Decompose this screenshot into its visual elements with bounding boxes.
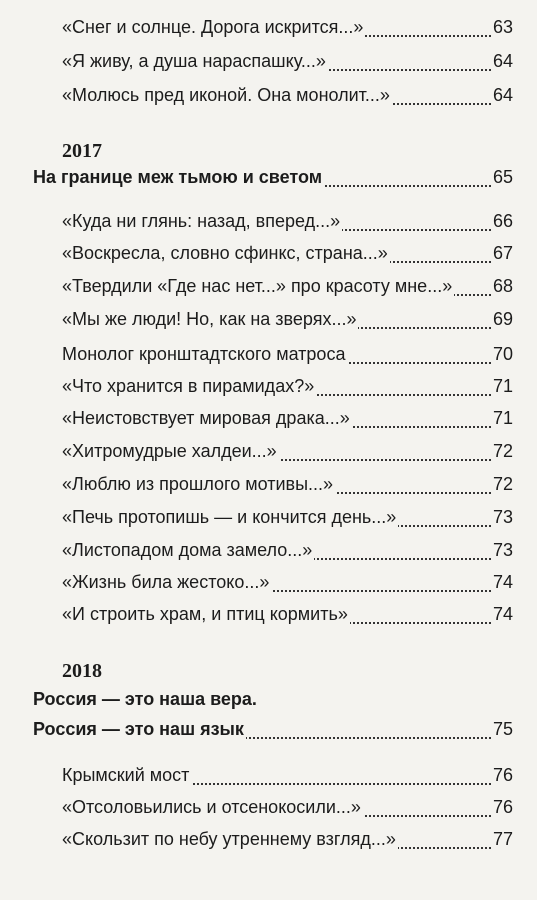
toc-entry (0, 760, 537, 790)
entry-page-number: 67 (491, 238, 513, 268)
entry-title: «Неистовствует мировая драка...» (62, 403, 352, 433)
entry-title: «Жизнь била жестоко...» (62, 567, 271, 597)
entry-page-number: 68 (491, 271, 513, 301)
entry-page-number: 77 (491, 824, 513, 854)
section-heading-line (0, 684, 537, 714)
entry-page-number: 71 (491, 371, 513, 401)
section-title-line1: Россия — это наша вера. (33, 684, 259, 714)
toc-entry (0, 469, 537, 499)
toc-entry (0, 599, 537, 629)
toc-entry (0, 403, 537, 433)
entry-title: «Листопадом дома замело...» (62, 535, 314, 565)
section-page-number: 75 (491, 714, 513, 744)
entry-title: «Что хранится в пирамидах?» (62, 371, 316, 401)
toc-entry (0, 436, 537, 466)
entry-page-number: 69 (491, 304, 513, 334)
toc-entry (0, 304, 537, 334)
year-heading: 2017 (62, 140, 102, 162)
toc-entry (0, 339, 537, 369)
entry-page-number: 72 (491, 436, 513, 466)
toc-entry (0, 206, 537, 236)
section-page-number: 65 (491, 162, 513, 192)
year-heading: 2018 (62, 660, 102, 682)
entry-title: «Печь протопишь — и кончится день...» (62, 502, 398, 532)
entry-page-number: 76 (491, 792, 513, 822)
toc-entry (0, 271, 537, 301)
toc-entry (0, 371, 537, 401)
toc-entry (0, 502, 537, 532)
entry-title: Монолог кронштадтского матроса (62, 339, 347, 369)
entry-title: «Воскресла, словно сфинкс, страна...» (62, 238, 390, 268)
entry-page-number: 64 (491, 80, 513, 110)
section-heading (0, 714, 537, 744)
toc-entry (0, 567, 537, 597)
entry-title: «Куда ни глянь: назад, вперед...» (62, 206, 342, 236)
entry-page-number: 73 (491, 535, 513, 565)
entry-title: «И строить храм, и птиц кормить» (62, 599, 350, 629)
entry-page-number: 74 (491, 599, 513, 629)
entry-page-number: 74 (491, 567, 513, 597)
entry-page-number: 72 (491, 469, 513, 499)
entry-title: «Люблю из прошлого мотивы...» (62, 469, 335, 499)
entry-page-number: 66 (491, 206, 513, 236)
entry-page-number: 76 (491, 760, 513, 790)
entry-title: «Твердили «Где нас нет...» про красоту мне...» (62, 271, 454, 301)
toc-entry (0, 80, 537, 110)
toc-entry (0, 824, 537, 854)
toc-entry (0, 792, 537, 822)
section-title: На границе меж тьмою и светом (33, 162, 324, 192)
entry-page-number: 63 (491, 12, 513, 42)
entry-page-number: 73 (491, 502, 513, 532)
entry-page-number: 70 (491, 339, 513, 369)
toc-entry (0, 46, 537, 76)
section-title: Россия — это наш язык (33, 714, 246, 744)
toc-entry (0, 535, 537, 565)
section-heading (0, 162, 537, 192)
entry-page-number: 71 (491, 403, 513, 433)
entry-title: «Отсоловьились и отсенокосили...» (62, 792, 363, 822)
toc-entry (0, 238, 537, 268)
entry-title: Крымский мост (62, 760, 191, 790)
entry-title: «Мы же люди! Но, как на зверях...» (62, 304, 358, 334)
toc-entry (0, 12, 537, 42)
entry-title: «Я живу, а душа нараспашку...» (62, 46, 328, 76)
entry-title: «Молюсь пред иконой. Она монолит...» (62, 80, 392, 110)
entry-title: «Скользит по небу утреннему взгляд...» (62, 824, 398, 854)
entry-title: «Хитромудрые халдеи...» (62, 436, 279, 466)
entry-title: «Снег и солнце. Дорога искрится...» (62, 12, 365, 42)
entry-page-number: 64 (491, 46, 513, 76)
